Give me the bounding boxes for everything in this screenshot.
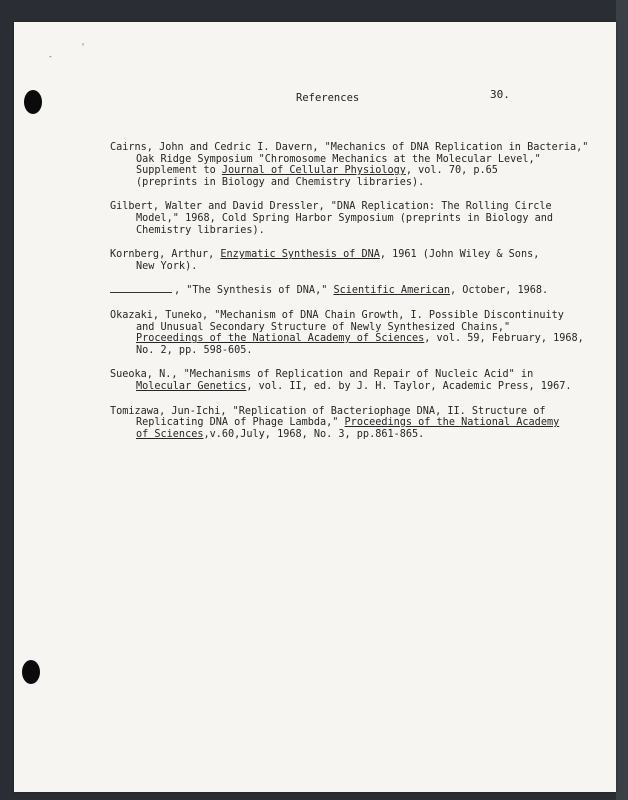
- ref-line: No. 2, pp. 598-605.: [136, 344, 253, 356]
- binder-hole-bottom: [22, 660, 40, 684]
- ref-line: Cairns, John and Cedric I. Davern, "Mechanics of DNA Replication in Bacteria,": [110, 142, 589, 153]
- binder-hole-top: [24, 90, 42, 114]
- ref-line: Chemistry libraries).: [136, 224, 265, 236]
- ref-line: Sueoka, N., "Mechanisms of Replication and Repair of Nucleic Acid" in: [110, 369, 534, 381]
- ref-line: Proceedings of the National Academy of Sciences, vol. 59, February, 1968,: [136, 333, 584, 345]
- ref-line: Supplement to Journal of Cellular Physiology, vol. 70, p.65: [136, 165, 498, 177]
- page-title: References: [296, 92, 360, 104]
- ref-line: Replicating DNA of Phage Lambda," Proceedings of the National Academy: [136, 417, 560, 429]
- reference-gilbert: [110, 201, 576, 236]
- ref-line: Molecular Genetics, vol. II, ed. by J. H. Taylor, Academic Press, 1967.: [136, 380, 572, 392]
- ref-line: of Sciences,v.60,July, 1968, No. 3, pp.861-865.: [136, 428, 425, 440]
- journal-title: of Sciences: [136, 428, 204, 440]
- ref-line: Gilbert, Walter and David Dressler, "DNA Replication: The Rolling Circle: [110, 201, 552, 213]
- ref-line: Tomizawa, Jun-Ichi, "Replication of Bacteriophage DNA, II. Structure of: [110, 405, 546, 417]
- paper-sheet: [14, 22, 616, 792]
- page-number: 30.: [490, 88, 510, 101]
- journal-title: Proceedings of the National Academy: [344, 417, 560, 429]
- ref-line: New York).: [136, 260, 198, 272]
- journal-title: Journal of Cellular Physiology: [221, 165, 406, 177]
- ref-line: , "The Synthesis of DNA," Scientific American, October, 1968.: [110, 285, 576, 297]
- reference-kornberg: [110, 249, 576, 272]
- reference-cairns: [110, 142, 589, 188]
- ref-line: and Unusual Secondary Structure of Newly Synthesized Chains,": [136, 321, 511, 333]
- book-title: Enzymatic Synthesis of DNA: [220, 249, 380, 261]
- ditto-rule: [110, 292, 172, 293]
- reference-sueoka: [110, 369, 576, 392]
- top-mark: ': [80, 42, 87, 53]
- scanner-edge: [616, 0, 628, 800]
- reference-okazaki: [110, 309, 584, 356]
- reference-kornberg-sciam: [110, 285, 576, 297]
- ref-line: Okazaki, Tuneko, "Mechanism of DNA Chain Growth, I. Possible Discontinuity: [110, 309, 564, 321]
- reference-tomizawa: [110, 406, 576, 441]
- ref-line: (preprints in Biology and Chemistry libraries).: [136, 176, 425, 188]
- book-title: Molecular Genetics: [136, 380, 247, 392]
- ref-line: Kornberg, Arthur, Enzymatic Synthesis of DNA, 1961 (John Wiley & Sons,: [110, 249, 540, 261]
- journal-title: Scientific American: [333, 285, 451, 297]
- ref-line: Oak Ridge Symposium "Chromosome Mechanics at the Molecular Level,": [136, 153, 541, 165]
- dash-mark: -: [48, 52, 53, 61]
- ref-line: Model," 1968, Cold Spring Harbor Symposium (preprints in Biology and: [136, 212, 554, 224]
- journal-title: Proceedings of the National Academy of Sciences: [136, 333, 425, 345]
- reference-list: [110, 142, 589, 453]
